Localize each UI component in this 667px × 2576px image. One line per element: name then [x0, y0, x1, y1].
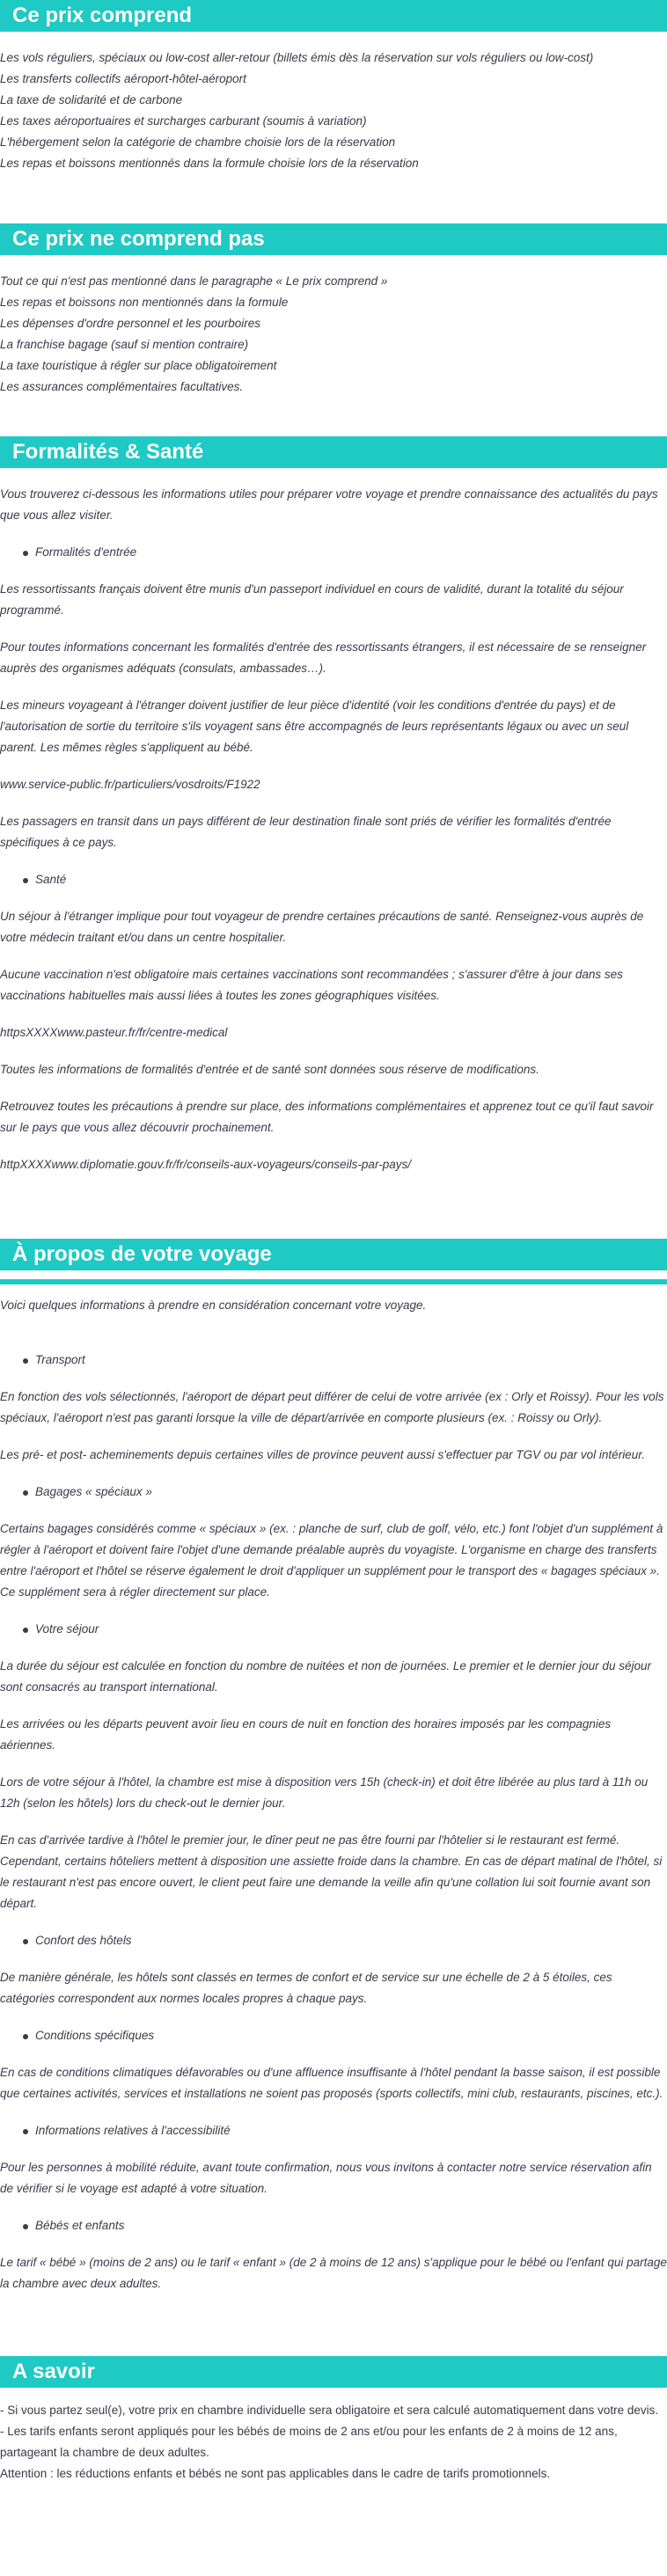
- section-title-apropos: À propos de votre voyage: [0, 1239, 667, 1270]
- list-item: Les repas et boissons mentionnés dans la formule choisie lors de la réservation: [0, 157, 419, 170]
- paragraph: Pour toutes informations concernant les formalités d'entrée des ressortissants étrangers, il est nécessaire de se renseigner auprès des organismes adéquats (consulats, ambassades…).: [0, 640, 647, 675]
- section-prix-comprend: [0, 0, 667, 174]
- section-title-formalites: Formalités & Santé: [0, 436, 667, 468]
- list-item: Les transferts collectifs aéroport-hôtel-aéroport: [0, 72, 246, 85]
- bullet-sejour: Votre séjour: [0, 1619, 667, 1640]
- paragraph: Vous trouverez ci-dessous les informations utiles pour préparer votre voyage et prendre connaissance des actualités du pays que vous allez visiter.: [0, 487, 658, 522]
- note-line: - Les tarifs enfants seront appliqués pour les bébés de moins de 2 ans et/ou pour les enfants de 2 à moins de 12 ans, partageant la chambre de deux adultes.: [0, 2425, 618, 2459]
- link-service-public[interactable]: www.service-public.fr/particuliers/vosdroits/F1922: [0, 778, 260, 791]
- prix-comprend-list: [0, 32, 667, 174]
- section-apropos: [0, 1239, 667, 2294]
- paragraph: Aucune vaccination n'est obligatoire mais certaines vaccinations sont recommandées ; s'assurer d'être à jour dans ses vaccinations habituelles mais aussi liées à toutes les zones géographiques visitées.: [0, 968, 623, 1002]
- paragraph: Retrouvez toutes les précautions à prendre sur place, des informations complémentaires et apprenez tout ce qu'il faut savoir sur le pays que vous allez découvrir prochainement.: [0, 1100, 654, 1134]
- paragraph: Les passagers en transit dans un pays différent de leur destination finale sont priés de vérifier les formalités d'entrée spécifiques à ce pays.: [0, 815, 612, 849]
- list-item: La taxe touristique à régler sur place obligatoirement: [0, 359, 277, 372]
- paragraph: Pour les personnes à mobilité réduite, avant toute confirmation, nous vous invitons à contacter notre service réservation afin de vérifier si le voyage est adapté à votre situation.: [0, 2161, 652, 2195]
- bullet-accessibilite: Informations relatives à l'accessibilité: [0, 2120, 667, 2141]
- note-line: Attention : les réductions enfants et bébés ne sont pas applicables dans le cadre de tarifs promotionnels.: [0, 2467, 551, 2480]
- paragraph: Les mineurs voyageant à l'étranger doivent justifier de leur pièce d'identité (voir les conditions d'entrée du pays) et de l'autorisation de sortie du territoire s'ils voyagent sans être accompagnés de leurs représentants légaux ou avec un seul parent. Les mêmes règles s'appliquent au bébé.: [0, 699, 629, 754]
- paragraph: La durée du séjour est calculée en fonction du nombre de nuitées et non de journées. Le premier et le dernier jour du séjour sont consacrés au transport international.: [0, 1659, 651, 1694]
- paragraph: Les ressortissants français doivent être munis d'un passeport individuel en cours de validité, durant la totalité du séjour programmé.: [0, 582, 624, 617]
- list-item: La franchise bagage (sauf si mention contraire): [0, 338, 249, 351]
- paragraph: En fonction des vols sélectionnés, l'aéroport de départ peut différer de celui de votre arrivée (ex : Orly et Roissy). Pour les vols spéciaux, l'aéroport n'est pas garanti lorsque la ville de départ/arrivée en comporte plusieurs (ex. : Roissy ou Orly).: [0, 1390, 664, 1424]
- bullet-transport: Transport: [0, 1350, 667, 1371]
- paragraph: Un séjour à l'étranger implique pour tout voyageur de prendre certaines précautions de santé. Renseignez-vous auprès de votre médecin traitant et/ou dans un centre hospitalier.: [0, 910, 644, 944]
- list-item: La taxe de solidarité et de carbone: [0, 93, 183, 106]
- note-line: - Si vous partez seul(e), votre prix en chambre individuelle sera obligatoire et sera calculé automatiquement dans votre devis.: [0, 2404, 659, 2417]
- section-asavoir: [0, 2356, 667, 2485]
- paragraph: Toutes les informations de formalités d'entrée et de santé sont données sous réserve de modifications.: [0, 1063, 539, 1076]
- link-pasteur[interactable]: httpsXXXXwww.pasteur.fr/fr/centre-medical: [0, 1026, 228, 1039]
- bullet-sante: Santé: [0, 869, 667, 890]
- section-title-prix-ne-comprend: Ce prix ne comprend pas: [0, 223, 667, 255]
- list-item: Les dépenses d'ordre personnel et les pourboires: [0, 317, 261, 330]
- section-title-asavoir: A savoir: [0, 2356, 667, 2388]
- prix-ne-comprend-list: [0, 255, 667, 398]
- paragraph: En cas d'arrivée tardive à l'hôtel le premier jour, le dîner peut ne pas être fourni par l'hôtelier si le restaurant est fermé. Cependant, certains hôteliers mettent à disposition une assiette froide dans la chambre. En cas de départ matinal de l'hôtel, si le restaurant n'est pas encore ouvert, le client peut faire une demande la veille afin qu'une collation lui soit fournie avant son départ.: [0, 1833, 663, 1910]
- bullet-bebes: Bébés et enfants: [0, 2215, 667, 2236]
- paragraph: Lors de votre séjour à l'hôtel, la chambre est mise à disposition vers 15h (check-in) et doit être libérée au plus tard à 11h ou 12h (selon les hôtels) lors du check-out le dernier jour.: [0, 1775, 649, 1810]
- list-item: Les taxes aéroportuaires et surcharges carburant (soumis à variation): [0, 114, 367, 128]
- paragraph: En cas de conditions climatiques défavorables ou d'une affluence insuffisante à l'hôtel pendant la basse saison, il est possible que certaines activités, services et installations ne soient pas proposés (sports collectifs, mini club, restaurants, piscines, etc.).: [0, 2066, 663, 2100]
- paragraph: Voici quelques informations à prendre en considération concernant votre voyage.: [0, 1299, 427, 1312]
- link-diplomatie[interactable]: httpXXXXwww.diplomatie.gouv.fr/fr/conseils-aux-voyageurs/conseils-par-pays/: [0, 1158, 411, 1171]
- list-item: Tout ce qui n'est pas mentionné dans le paragraphe « Le prix comprend »: [0, 274, 388, 288]
- list-item: L'hébergement selon la catégorie de chambre choisie lors de la réservation: [0, 135, 396, 149]
- paragraph: Le tarif « bébé » (moins de 2 ans) ou le tarif « enfant » (de 2 à moins de 12 ans) s'applique pour le bébé ou l'enfant qui partage la chambre avec deux adultes.: [0, 2256, 667, 2290]
- list-item: Les vols réguliers, spéciaux ou low-cost aller-retour (billets émis dès la réservation sur vols réguliers ou low-cost): [0, 51, 594, 64]
- bullet-conditions: Conditions spécifiques: [0, 2025, 667, 2046]
- paragraph: Les pré- et post- acheminements depuis certaines villes de province peuvent aussi s'effectuer par TGV ou par vol intérieur.: [0, 1448, 645, 1461]
- paragraph: Certains bagages considérés comme « spéciaux » (ex. : planche de surf, club de golf, vélo, etc.) font l'objet d'un supplément à régler à l'aéroport et doivent faire l'objet d'une demande préalable auprès du voyagiste. L'organisme en charge des transferts entre l'aéroport et l'hôtel se réserve également le droit d'appliquer un supplément pour le transport des « bagages spéciaux ». Ce supplément sera à régler directement sur place.: [0, 1522, 663, 1599]
- section-title-prix-comprend: Ce prix comprend: [0, 0, 667, 32]
- list-item: Les assurances complémentaires facultatives.: [0, 380, 244, 393]
- bullet-confort: Confort des hôtels: [0, 1930, 667, 1951]
- bullet-formalites-entree: Formalités d'entrée: [0, 542, 667, 563]
- section-formalites: [0, 436, 667, 1175]
- paragraph: De manière générale, les hôtels sont classés en termes de confort et de service sur une échelle de 2 à 5 étoiles, ces catégories correspondent aux normes locales propres à chaque pays.: [0, 1971, 612, 2005]
- section-prix-ne-comprend: [0, 223, 667, 398]
- paragraph: Les arrivées ou les départs peuvent avoir lieu en cours de nuit en fonction des horaires imposés par les compagnies aériennes.: [0, 1717, 612, 1752]
- list-item: Les repas et boissons non mentionnés dans la formule: [0, 296, 289, 309]
- bullet-bagages: Bagages « spéciaux »: [0, 1482, 667, 1503]
